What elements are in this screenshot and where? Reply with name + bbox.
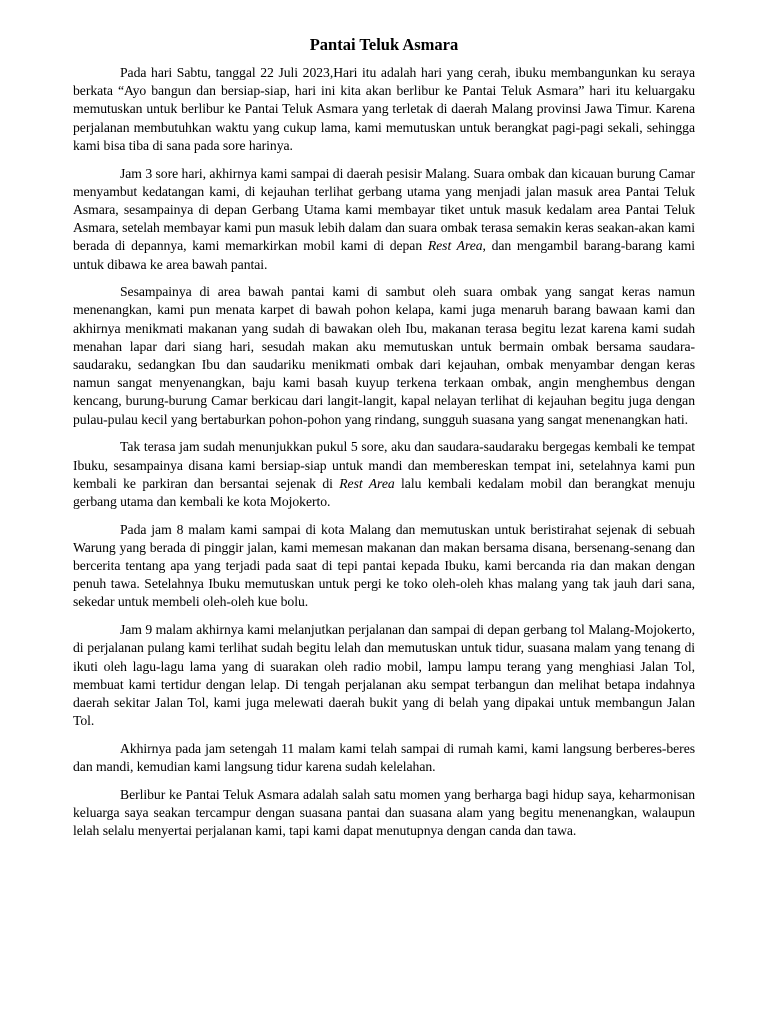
paragraph-2 xyxy=(73,165,695,274)
paragraph-1 xyxy=(73,64,695,155)
paragraph-6 xyxy=(73,621,695,730)
paragraph-text: lalu kembali kedalam mobil dan berangkat menuju gerbang utama dan kembali ke kota Mojokerto. xyxy=(73,475,695,509)
paragraph-3 xyxy=(73,283,695,429)
paragraph-8 xyxy=(73,786,695,841)
paragraph-text: Jam 9 malam akhirnya kami melanjutkan perjalanan dan sampai di depan gerbang tol Malang-Mojokerto, di perjalanan pulang kami terlihat sudah begitu lelah dan memutuskan untuk tidur, suasana malam yang tenang di ikuti oleh lagu-lagu lama yang di suarakan oleh radio mobil, lampu lampu terang yang menghiasi Jalan Tol, membuat kami tertidur dengan lelap. Di tengah perjalanan aku sempat terbangun dan melihat betapa indahnya daerah sekitar Jalan Tol, kami juga melewati daerah bukit yang di belah yang dipakai untuk membangun Jalan Tol. xyxy=(73,622,695,729)
paragraph-text: Pada jam 8 malam kami sampai di kota Malang dan memutuskan untuk beristirahat sejenak di sebuah Warung yang berada di pinggir jalan, kami memesan makanan dan makan bersama disana, bersenang-senang dan bercerita tentang apa yang terjadi pada saat di tepi pantai kepada Ibuku, kami bercanda ria dan makan dengan penuh tawa. Setelahnya Ibuku memutuskan untuk pergi ke toko oleh-oleh khas malang yang tak jauh dari sana, sekedar untuk membeli oleh-oleh kue bolu. xyxy=(73,521,695,610)
paragraph-7 xyxy=(73,740,695,776)
paragraph-text: Tak terasa jam sudah menunjukkan pukul 5 sore, aku dan saudara-saudaraku bergegas kembali ke tempat Ibuku, sesampainya disana kami bersiap-siap untuk mandi dan membereskan tempat ini, setelahnya kami pun kembali ke parkiran dan bersantai sejenak di xyxy=(73,439,695,491)
italic-term: Rest Area xyxy=(427,238,483,254)
document-title: Pantai Teluk Asmara xyxy=(309,35,459,54)
italic-term: Rest Area xyxy=(339,475,395,491)
paragraph-text: Jam 3 sore hari, akhirnya kami sampai di daerah pesisir Malang. Suara ombak dan kicauan burung Camar menyambut kedatangan kami, di kejauhan terlihat gerbang utama yang menjadi jalan masuk area Pantai Teluk Asmara, sesampainya di depan Gerbang Utama kami membayar tiket untuk masuk kedalam area Pantai Teluk Asmara, setelah membayar kami pun masuk lebih dalam dan suara ombak terasa semakin keras seakan-akan kami berada di depannya, kami memarkirkan mobil kami di depan xyxy=(73,165,695,254)
paragraph-text: Berlibur ke Pantai Teluk Asmara adalah salah satu momen yang berharga bagi hidup saya, keharmonisan keluarga saya seakan tercampur dengan suasana pantai dan suasana alam yang begitu menenangkan, walaupun lelah selalu menyertai perjalanan kami, tapi kami dapat menutupnya dengan canda dan tawa. xyxy=(73,786,695,839)
paragraph-text: Pada hari Sabtu, tanggal 22 Juli 2023,Hari itu adalah hari yang cerah, ibuku membangunkan ku seraya berkata “Ayo bangun dan bersiap-siap, hari ini kita akan berlibur ke Pantai Teluk Asmara” hari itu keluargaku memutuskan untuk berlibur ke Pantai Teluk Asmara yang terletak di daerah Malang provinsi Jawa Timur. Karena perjalanan membutuhkan waktu yang cukup lama, kami memutuskan untuk berangkat pagi-pagi sekali, sehingga kami bisa tiba di sana pada sore harinya. xyxy=(73,65,695,153)
paragraph-text: Sesampainya di area bawah pantai kami di sambut oleh suara ombak yang sangat keras namun menenangkan, kami pun menata karpet di bawah pohon kelapa, kami juga menaruh barang bawaan kami dan akhirnya menikmati makanan yang sudah di bawakan oleh Ibu, makanan terasa begitu lezat karena kami sudah menahan lapar dari siang hari, sesudah makan aku memutuskan untuk bermain ombak bersama saudara-saudaraku, sedangkan Ibu dan saudariku menikmati ombak dari kejauhan, ombak menyambar dengan keras namun sangat menyenangkan, baju kami basah kuyup terkena terkaan ombak, angin menghembus dengan kencang, burung-burung Camar berkicau dari langit-langit, kapal nelayan terlihat di kejauhan begitu juga dengan pulau-pulau kecil yang bertaburkan pohon-pohon yang rindang, sungguh suasana yang sangat menenangkan hati. xyxy=(73,284,695,427)
paragraph-4 xyxy=(73,438,695,511)
paragraph-text: Akhirnya pada jam setengah 11 malam kami telah sampai di rumah kami, kami langsung berberes-beres dan mandi, kemudian kami langsung tidur karena sudah kelelahan. xyxy=(73,740,695,775)
paragraph-5 xyxy=(73,521,695,612)
paragraph-text: , dan mengambil barang-barang kami untuk dibawa ke area bawah pantai. xyxy=(73,238,696,272)
